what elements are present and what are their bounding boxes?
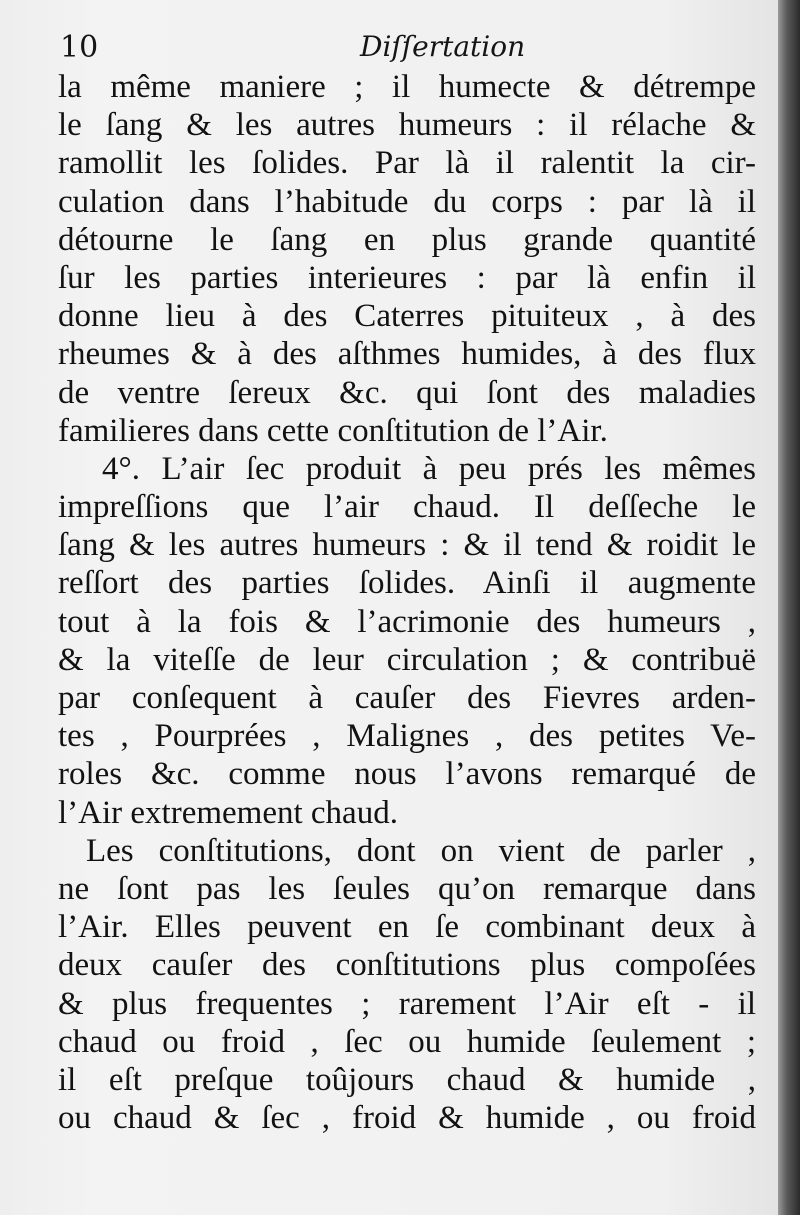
- text-line: ramollit les ſolides. Par là il ralentit la cir-: [58, 145, 756, 182]
- text-line: ne ſont pas les ſeules qu’on remarque dans: [58, 870, 756, 907]
- text-line: Les conſtitutions, dont on vient de parler ,: [86, 832, 756, 869]
- text-line: & la viteſſe de leur circulation ; & contribuë: [58, 641, 756, 678]
- text-line: le ſang & les autres humeurs : il rélache &: [58, 107, 756, 144]
- text-line: culation dans l’habitude du corps : par là il: [58, 183, 756, 220]
- page-header: [60, 30, 750, 70]
- text-line: deux cauſer des conſtitutions plus compoſées: [58, 947, 756, 984]
- text-line: l’Air. Elles peuvent en ſe combinant deux à: [58, 909, 756, 946]
- text-line: ou chaud & ſec , froid & humide , ou froid: [58, 1100, 756, 1137]
- text-line: tout à la fois & l’acrimonie des humeurs ,: [58, 603, 756, 640]
- text-line: reſſort des parties ſolides. Ainſi il augmente: [58, 565, 756, 602]
- text-line: il eſt preſque toûjours chaud & humide ,: [58, 1061, 756, 1098]
- text-line: rheumes & à des aſthmes humides, à des flux: [58, 336, 756, 373]
- text-line: tes , Pourprées , Malignes , des petites Ve-: [58, 718, 756, 755]
- text-line: de ventre ſereux &c. qui ſont des maladies: [58, 374, 756, 411]
- text-line: 4°. L’air ſec produit à peu prés les mêmes: [102, 450, 756, 487]
- text-line: la même maniere ; il humecte & détrempe: [58, 69, 756, 105]
- text-line: donne lieu à des Caterres pituiteux , à des: [58, 298, 756, 335]
- text-line: par conſequent à cauſer des Fievres arden-: [58, 680, 756, 716]
- text-line: familieres dans cette conſtitution de l’Air.: [58, 412, 608, 449]
- text-line: détourne le ſang en plus grande quantité: [58, 221, 756, 258]
- book-gutter: [778, 0, 800, 1215]
- text-line: l’Air extremement chaud.: [58, 794, 398, 831]
- text-line: ſur les parties interieures : par là enfin il: [58, 259, 756, 296]
- text-line: chaud ou froid , ſec ou humide ſeulement ;: [58, 1023, 756, 1060]
- text-line: ſang & les autres humeurs : & il tend & roidit le: [58, 527, 756, 564]
- text-line: impreſſions que l’air chaud. Il deſſeche le: [58, 489, 756, 526]
- text-line: & plus frequentes ; rarement l’Air eſt - il: [58, 985, 756, 1022]
- running-title: Diſſertation: [360, 30, 526, 63]
- body-text: [58, 68, 756, 1137]
- page-number: 10: [60, 30, 99, 65]
- text-line: roles &c. comme nous l’avons remarqué de: [58, 756, 756, 793]
